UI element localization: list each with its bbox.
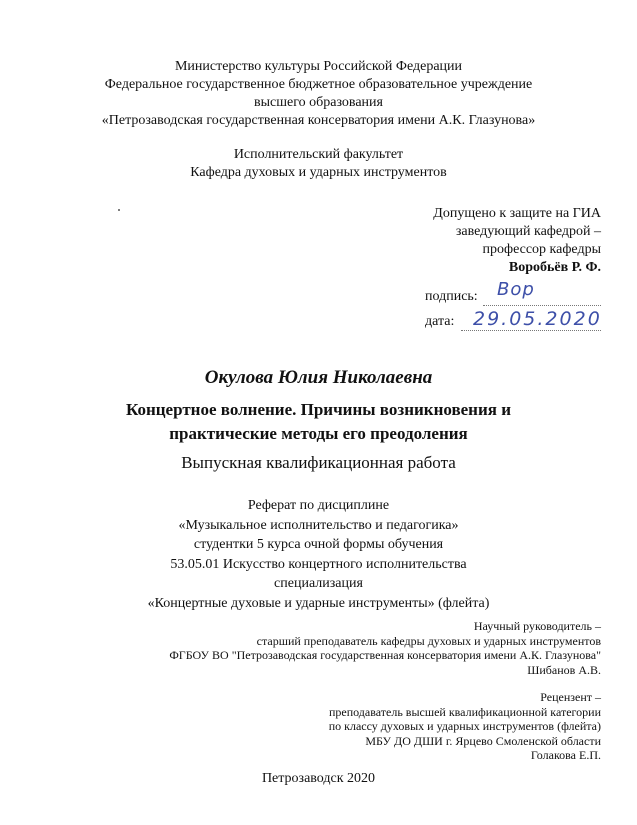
thesis-title-line2: практические методы его преодоления	[169, 424, 468, 443]
date-line	[461, 330, 601, 331]
reviewer-label: Рецензент –	[540, 690, 601, 704]
approval-professor-title: профессор кафедры	[482, 242, 601, 257]
essay-student: студентки 5 курса очной формы обучения	[193, 537, 444, 552]
essay-discipline-label: Реферат по дисциплине	[247, 498, 390, 513]
handwritten-date: 29.05.2020	[473, 308, 602, 330]
reviewer-class: по классу духовых и ударных инструментов (флейта)	[328, 719, 601, 733]
essay-specialization: «Концертные духовые и ударные инструменты» (флейта)	[147, 595, 490, 611]
signature-line	[483, 305, 601, 306]
approval-head-name: Воробьёв Р. Ф.	[508, 260, 601, 275]
faculty-name: Исполнительский факультет	[233, 147, 404, 162]
header-conservatory: «Петрозаводская государственная консерватория имени А.К. Глазунова»	[101, 113, 536, 128]
supervisor-organization: ФГБОУ ВО "Петрозаводская государственная консерватория имени А.К. Глазунова"	[169, 648, 601, 662]
essay-specialization-label: специализация	[274, 576, 363, 591]
reviewer-position: преподаватель высшей квалификационной категории	[328, 704, 601, 719]
approval-block	[433, 205, 601, 277]
city-year: Петрозаводск 2020	[261, 771, 376, 786]
essay-program: 53.05.01 Искусство концертного исполнительства	[170, 556, 467, 572]
approval-head-title: заведующий кафедрой –	[455, 224, 601, 239]
supervisor-name: Шибанов А.В.	[527, 662, 601, 677]
essay-discipline: «Музыкальное исполнительство и педагогика»	[178, 517, 459, 533]
reviewer-name: Голакова Е.П.	[530, 748, 601, 762]
essay-details	[0, 496, 637, 613]
supervisor-label: Научный руководитель –	[473, 619, 601, 633]
date-label: дата:	[425, 314, 455, 329]
ministry-header	[0, 58, 637, 130]
thesis-title-line1: Концертное волнение. Причины возникновения и	[125, 400, 512, 419]
faculty-block	[0, 146, 637, 182]
handwritten-signature: Вор	[497, 279, 535, 300]
scan-speck	[118, 209, 120, 211]
header-institution-type: Федеральное государственное бюджетное образовательное учреждение	[104, 77, 533, 92]
department-name: Кафедра духовых и ударных инструментов	[190, 165, 447, 180]
approval-admitted: Допущено к защите на ГИА	[433, 206, 601, 221]
header-ministry: Министерство культуры Российской Федерации	[174, 59, 463, 74]
author-name: Окулова Юлия Николаевна	[204, 367, 433, 388]
header-education-level: высшего образования	[254, 95, 383, 110]
signature-label: подпись:	[425, 289, 478, 304]
thesis-title	[0, 398, 637, 446]
reviewer-block	[329, 690, 601, 763]
supervisor-position: старший преподаватель кафедры духовых и ударных инструментов	[256, 633, 601, 648]
reviewer-organization: МБУ ДО ДШИ г. Ярцево Смоленской области	[365, 733, 601, 748]
work-type: Выпускная квалификационная работа	[181, 453, 456, 472]
supervisor-block	[169, 619, 601, 677]
